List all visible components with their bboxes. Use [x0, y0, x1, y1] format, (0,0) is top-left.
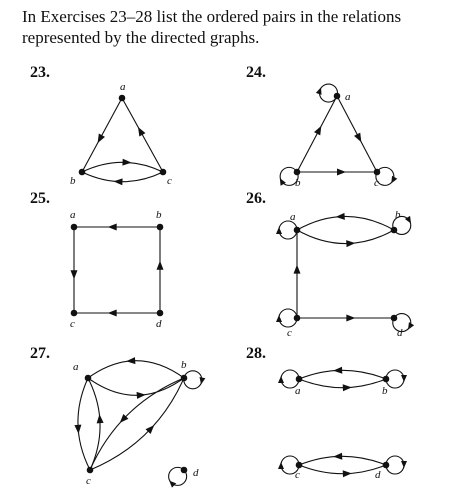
edge-0-a-b	[82, 98, 122, 172]
edge-arrow-1-b-a	[314, 126, 321, 136]
vertex-label-2-b: b	[156, 209, 162, 221]
vertex-label-5-b: b	[382, 385, 388, 397]
exercise-number-24: 24.	[246, 64, 266, 81]
edge-4-a-c	[78, 378, 90, 470]
vertex-2-c	[71, 310, 78, 317]
vertex-label-5-c: c	[295, 469, 300, 481]
vertex-0-a	[119, 95, 126, 102]
vertex-label-2-a: a	[70, 209, 76, 221]
edge-arrow-2-d-b	[157, 261, 164, 270]
vertex-label-4-b: b	[181, 359, 187, 371]
edge-0-c-a	[122, 98, 163, 172]
vertex-2-b	[157, 224, 164, 231]
vertex-0-c	[160, 169, 167, 176]
vertex-label-4-c: c	[86, 475, 91, 487]
edge-arrow-3-c-a	[294, 265, 301, 274]
vertex-4-c	[87, 467, 94, 474]
vertex-5-a	[296, 376, 303, 383]
edge-4-c-b	[90, 378, 184, 470]
exercise-number-25: 25.	[30, 190, 50, 207]
edge-arrow-4-a-c	[74, 425, 81, 434]
vertex-3-a	[294, 227, 301, 234]
edge-3-a-b	[297, 230, 394, 244]
edge-5-c-d	[299, 465, 386, 474]
edge-5-b-a	[299, 370, 386, 379]
exercise-number-27: 27.	[30, 345, 50, 362]
vertex-label-0-a: a	[120, 81, 126, 93]
vertex-0-b	[79, 169, 86, 176]
vertex-3-b	[391, 227, 398, 234]
vertex-label-5-a: a	[295, 385, 301, 397]
vertex-label-4-a: a	[73, 361, 79, 373]
vertex-2-a	[71, 224, 78, 231]
edge-5-d-c	[299, 456, 386, 465]
vertex-label-2-d: d	[156, 318, 162, 330]
exercise-number-28: 28.	[246, 345, 266, 362]
edge-arrow-4-c-a	[97, 414, 104, 423]
vertex-4-d	[181, 467, 188, 474]
vertex-4-a	[85, 375, 92, 382]
vertex-5-b	[383, 376, 390, 383]
vertex-label-3-b: b	[395, 209, 401, 221]
edge-arrow-0-a-b	[98, 134, 105, 144]
vertex-label-1-a: a	[345, 91, 351, 103]
vertex-label-3-d: d	[397, 327, 403, 339]
edge-arrow-5-b-a	[333, 367, 342, 374]
vertex-label-0-b: b	[70, 175, 76, 187]
edge-arrow-5-a-b	[343, 384, 352, 391]
edge-arrow-0-c-b	[113, 178, 122, 185]
edge-arrow-4-b-a	[126, 357, 135, 364]
edge-arrow-0-b-c	[122, 159, 131, 166]
vertex-4-b	[181, 375, 188, 382]
vertex-label-3-c: c	[287, 327, 292, 339]
edge-arrow-0-c-a	[138, 127, 145, 137]
loop-arrow-4-b	[199, 377, 205, 384]
vertex-3-c	[294, 315, 301, 322]
loop-arrow-3-c	[276, 315, 282, 322]
vertex-label-3-a: a	[290, 211, 296, 223]
vertex-2-d	[157, 310, 164, 317]
edge-arrow-2-b-a	[108, 224, 117, 231]
loop-arrow-5-c	[278, 462, 284, 469]
edge-arrow-2-a-c	[71, 270, 78, 279]
vertex-5-d	[383, 462, 390, 469]
edge-arrow-3-b-a	[336, 213, 345, 220]
edge-4-c-a	[88, 378, 100, 470]
vertex-label-4-d: d	[193, 467, 199, 479]
edge-arrow-1-b-c	[337, 169, 346, 176]
edge-arrow-4-a-b	[137, 392, 146, 399]
edge-arrow-1-a-c	[354, 133, 361, 143]
vertex-label-1-b: b	[295, 177, 301, 189]
loop-arrow-4-d	[169, 481, 176, 488]
edge-3-b-a	[297, 216, 394, 230]
edge-arrow-3-c-d	[346, 315, 355, 322]
edge-4-b-a	[88, 361, 184, 378]
edge-arrow-2-d-c	[108, 310, 117, 317]
edge-1-b-a	[297, 96, 337, 172]
edge-arrow-5-c-d	[343, 470, 352, 477]
vertex-1-b	[294, 169, 301, 176]
vertex-label-1-c: c	[374, 177, 379, 189]
vertex-label-0-c: c	[167, 175, 172, 187]
loop-arrow-5-a	[278, 376, 284, 383]
edge-4-b-c	[90, 378, 184, 470]
edge-arrow-5-d-c	[333, 453, 342, 460]
vertex-1-a	[334, 93, 341, 100]
vertex-1-c	[374, 169, 381, 176]
edge-4-a-b	[88, 378, 184, 395]
loop-arrow-3-a	[276, 227, 282, 234]
loop-arrow-5-d	[401, 461, 407, 468]
vertex-5-c	[296, 462, 303, 469]
vertex-label-5-d: d	[375, 469, 381, 481]
exercise-number-26: 26.	[246, 190, 266, 207]
exercise-number-23: 23.	[30, 64, 50, 81]
edge-5-a-b	[299, 379, 386, 388]
intro-text: In Exercises 23–28 list the ordered pairs in the relations represented by the directed graphs.	[22, 7, 402, 47]
vertex-label-2-c: c	[70, 318, 75, 330]
edge-arrow-3-a-b	[346, 240, 355, 247]
vertex-3-d	[391, 315, 398, 322]
edge-1-a-c	[337, 96, 377, 172]
loop-arrow-5-b	[401, 375, 407, 382]
loop-arrow-1-a	[316, 87, 322, 95]
